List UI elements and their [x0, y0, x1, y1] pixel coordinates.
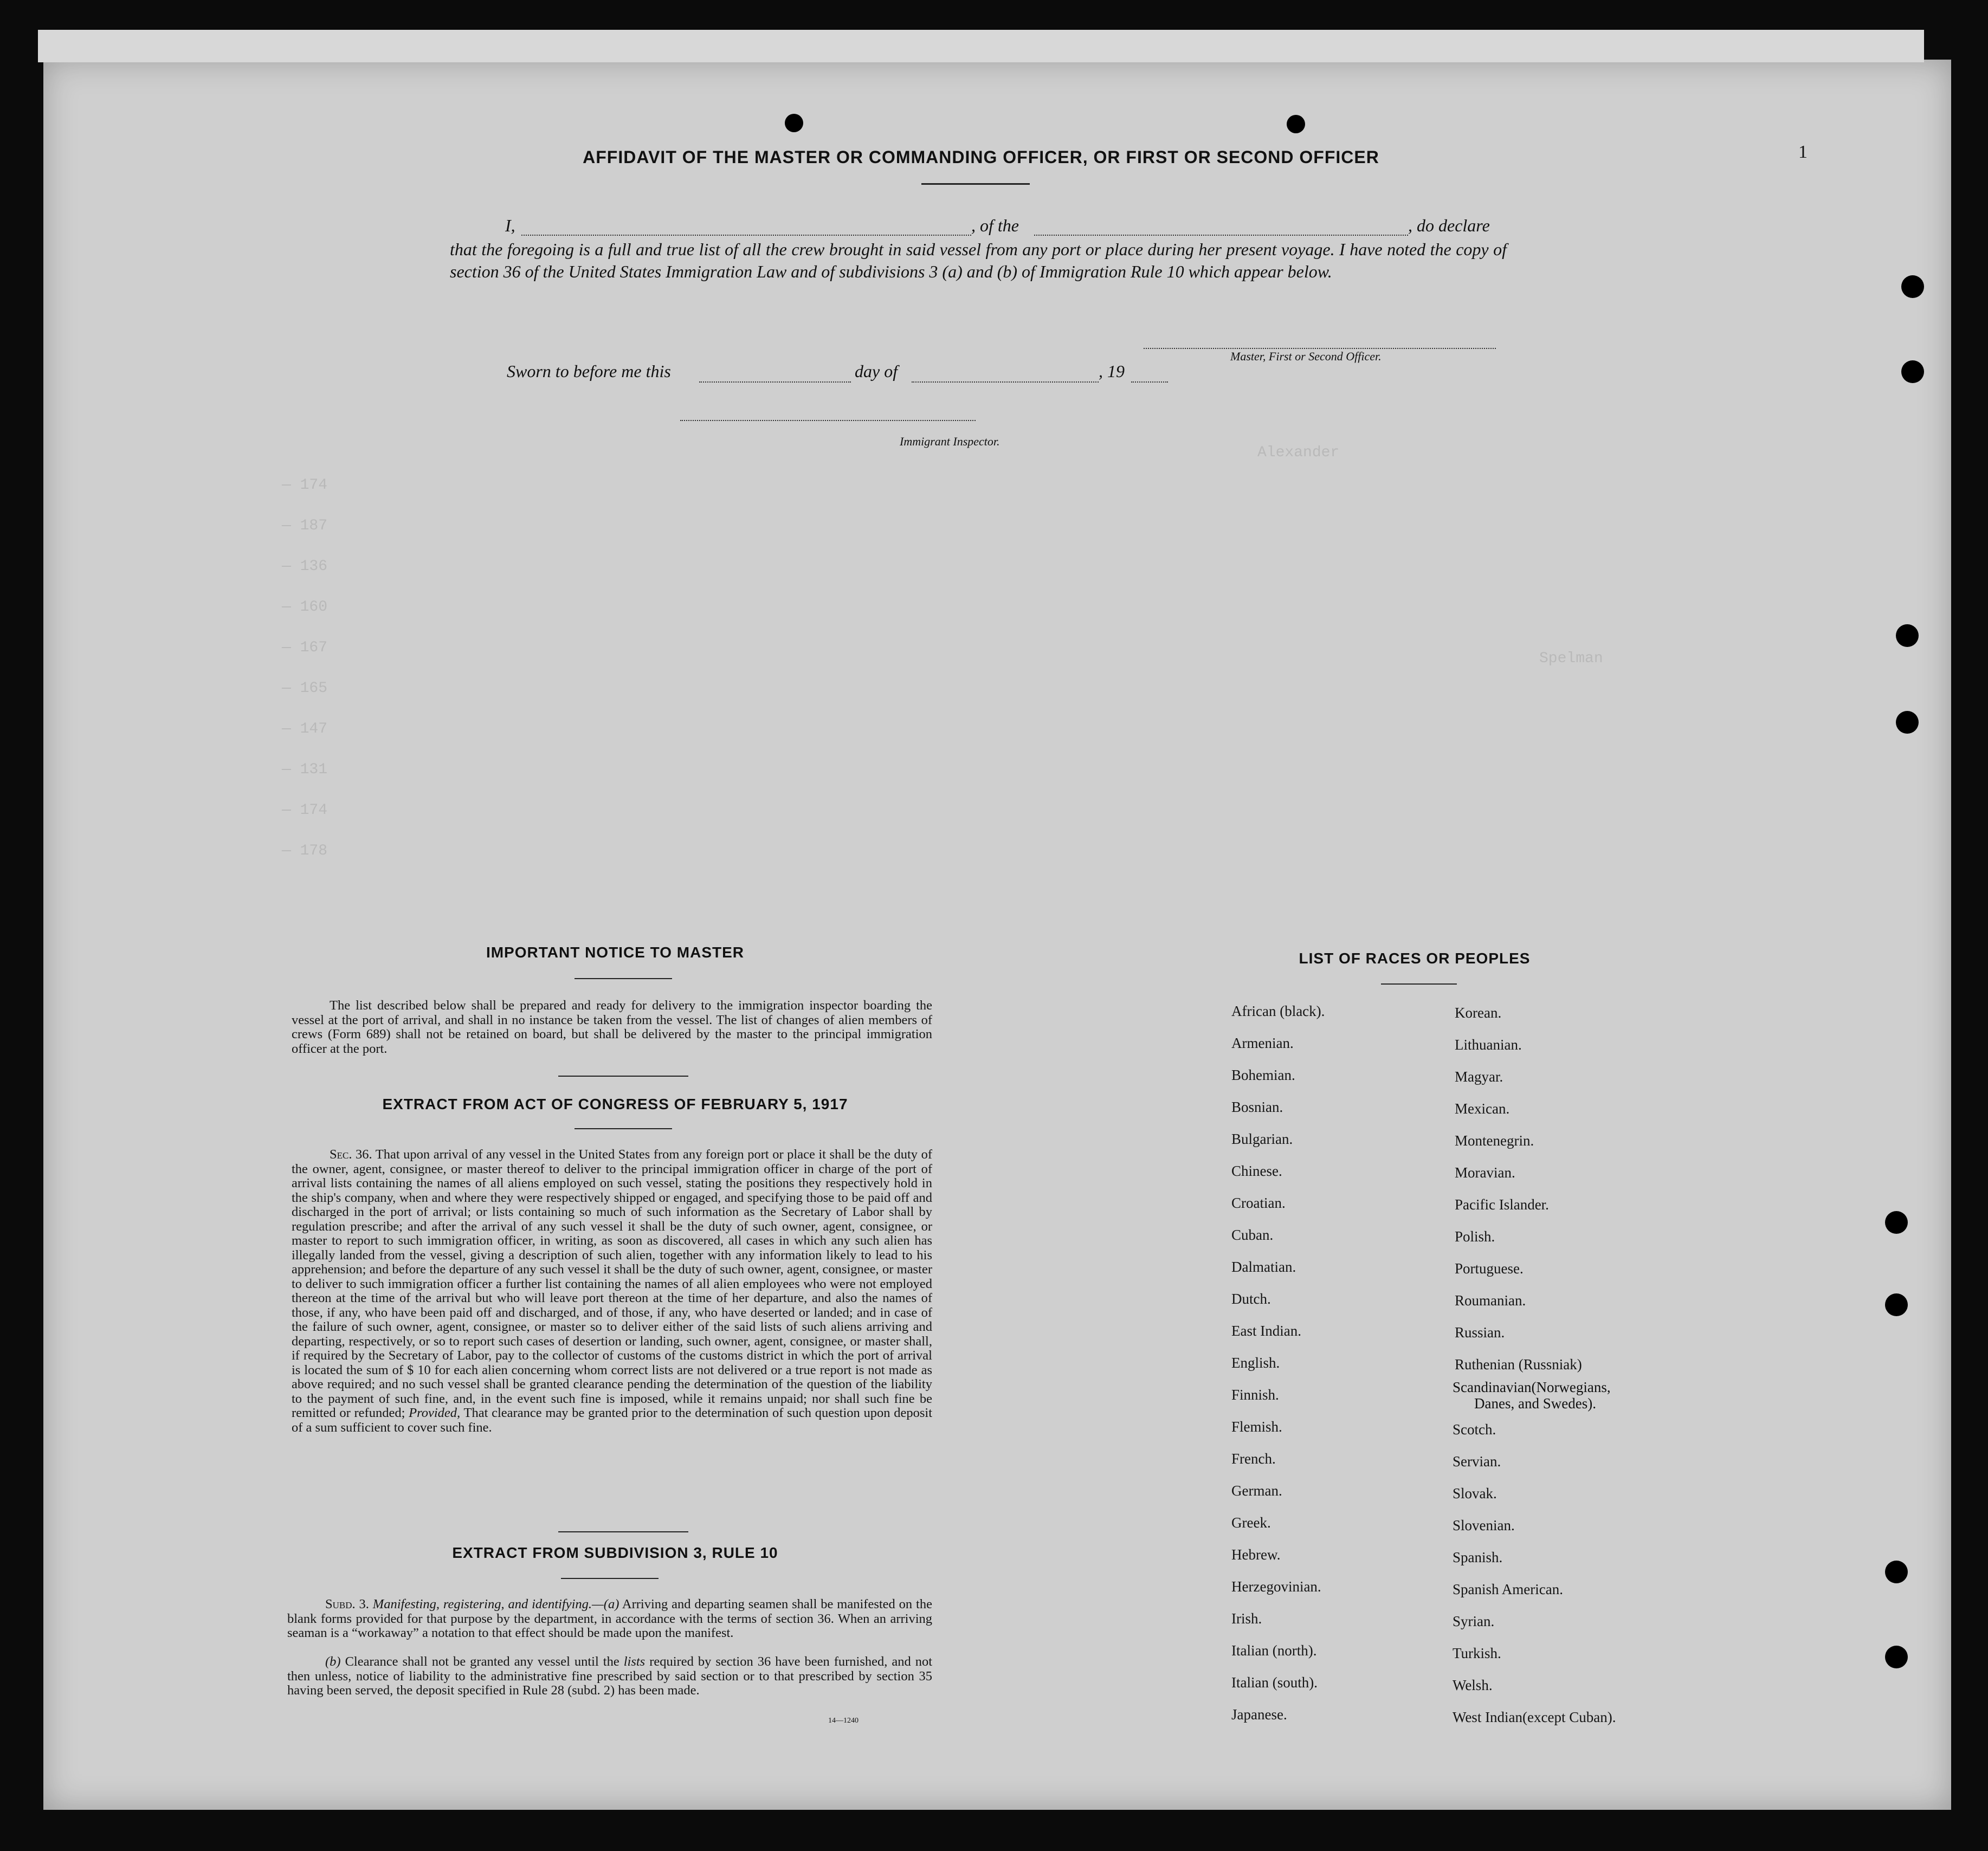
bleed-through-mark: — 178 — [282, 843, 328, 859]
rule-text-b — [287, 1655, 932, 1698]
race-item: Roumanian. — [1455, 1292, 1526, 1309]
race-item: Bulgarian. — [1231, 1131, 1293, 1147]
race-item: African (black). — [1231, 1003, 1325, 1019]
race-item: Montenegrin. — [1455, 1132, 1534, 1149]
affidavit-body: that the foregoing is a full and true list of all the crew brought in said vessel from any port or place during her present voyage. I have noted the copy of section 36 of the United States Immigration Law and of subdivisions 3 (a) and (b) of Immigration Rule 10 which appear below. — [450, 240, 1507, 281]
punch-hole — [1885, 1646, 1908, 1668]
subd-b-lists: lists — [623, 1654, 646, 1669]
race-item: German. — [1231, 1483, 1282, 1499]
day-of-label: day of — [855, 361, 898, 381]
vessel-blank[interactable] — [1034, 235, 1408, 236]
races-underline — [1381, 983, 1457, 985]
race-item: Japanese. — [1231, 1706, 1287, 1723]
race-item: Hebrew. — [1231, 1546, 1281, 1563]
subd-b-label: (b) — [325, 1654, 341, 1669]
bleed-through-mark: — 147 — [282, 721, 328, 737]
race-scandinavian — [1453, 1379, 1611, 1412]
title-underline — [921, 183, 1030, 185]
bleed-through-mark: — 167 — [282, 639, 328, 656]
race-item: Bohemian. — [1231, 1067, 1295, 1083]
affidavit-of-the-label: , of the — [971, 216, 1019, 235]
act-underline — [575, 1128, 672, 1129]
race-item: Korean. — [1455, 1005, 1502, 1021]
race-item: Irish. — [1231, 1610, 1262, 1627]
subd-a-text: Arriving and departing seamen shall be manifested on the blank forms provided for that purpose by the department, in accordance with the terms of section 36. When an arriving seaman is a “workaway” a notation to that effect should be made upon the manifest. — [287, 1597, 932, 1640]
race-item: Italian (north). — [1231, 1642, 1317, 1659]
race-item: Spanish. — [1453, 1549, 1503, 1565]
scandinavian-line2: Danes, and Swedes). — [1474, 1395, 1596, 1412]
race-item: Flemish. — [1231, 1419, 1282, 1435]
race-item: Slovenian. — [1453, 1517, 1515, 1533]
bleed-through-mark: — 187 — [282, 517, 328, 534]
notice-underline — [575, 978, 672, 979]
year-blank[interactable] — [1131, 381, 1168, 383]
sec-36-text: That upon arrival of any vessel in the United States from any foreign port or place it shall be the duty of the owner, agent, consignee, or master thereof to deliver to the principal immigration officer in charge of the port of arrival lists containing the names of all aliens employed on such vessel, stating the positions they respectively hold in the ship's company, when and where they were respectively shipped or engaged, and specifying those to be paid off and discharged in the port of arrival; or lists containing so much of such information as the Secretary of Labor shall by regulation prescribe; and after the arrival of any such vessel it shall be the duty of such owner, agent, consignee, or master to report to such immigration officer, in writing, as soon as discovered, all cases in which any such alien has illegally landed from the vessel, giving a description of such alien, together with any information likely to lead to his apprehension; and before the departure of any such vessel it shall be the duty of such owner, agent, consignee, or master to deliver to such immigration officer a further list containing the names of all alien employees who were not employed thereon at the time of the arrival but who will leave port thereon at the time of her departure, and also the names of those, if any, who have been paid off and discharged, and of those, if any, who have deserted or landed; and in case of the failure of such owner, agent, consignee, or master so to deliver either of the said lists of such aliens arriving and departing, respectively, or so to report such cases of desertion or landing, such owner, agent, consignee, or master shall, if required by the Secretary of Labor, pay to the collector of customs of the customs district in which the port of arrival is located the sum of $ 10 for each alien concerning whom correct lists are not delivered or a true report is not made as above required; and no such vessel shall be granted clearance pending the determination of the question of the liability to the payment of such fine, and, in the event such fine is imposed, while it remains unpaid; nor shall such fine be remitted or refunded; — [292, 1147, 932, 1420]
punch-hole — [1885, 1293, 1908, 1316]
subd-b-text-1: Clearance shall not be granted any vessel until the — [345, 1654, 619, 1669]
form-number: 14—1240 — [828, 1717, 859, 1725]
races-title: LIST OF RACES OR PEOPLES — [1299, 950, 1531, 967]
race-item: Turkish. — [1453, 1645, 1501, 1661]
races-column-right — [1455, 997, 1582, 1381]
race-item: Armenian. — [1231, 1035, 1294, 1051]
race-item: Polish. — [1455, 1228, 1495, 1245]
section-divider — [558, 1531, 688, 1532]
act-text — [292, 1148, 932, 1435]
bleed-through-mark: — 136 — [282, 558, 328, 575]
race-item: East Indian. — [1231, 1323, 1301, 1339]
race-item: West Indian(except Cuban). — [1453, 1709, 1616, 1725]
provided-label: Provided, — [409, 1406, 461, 1420]
punch-hole — [1287, 115, 1305, 133]
rule-title: EXTRACT FROM SUBDIVISION 3, RULE 10 — [452, 1544, 778, 1561]
punch-hole — [1896, 624, 1919, 647]
page-number-mark: 1 — [1798, 142, 1808, 162]
bleed-through-mark: — 165 — [282, 680, 328, 697]
race-item: Mexican. — [1455, 1101, 1510, 1117]
race-item: Slovak. — [1453, 1485, 1497, 1501]
race-item: Finnish. — [1231, 1387, 1279, 1403]
affidavit-i-label: I, — [505, 216, 515, 235]
race-item: Magyar. — [1455, 1069, 1503, 1085]
race-item: English. — [1231, 1355, 1280, 1371]
bleed-through-mark: — 131 — [282, 761, 328, 778]
races-column-right-lower — [1453, 1414, 1616, 1733]
page-top-edge — [38, 30, 1924, 62]
sworn-label: Sworn to before me this — [507, 361, 671, 381]
race-item: Welsh. — [1453, 1677, 1493, 1693]
race-item: Bosnian. — [1231, 1099, 1283, 1115]
punch-hole — [1901, 360, 1924, 383]
provided-text: That clearance may be granted prior to the determination of such question upon deposit of a sum sufficient to cover such fine. — [292, 1406, 933, 1435]
subd-label: Subd. 3. — [325, 1597, 369, 1611]
races-column-left — [1231, 995, 1325, 1731]
race-item: Syrian. — [1453, 1613, 1495, 1629]
affidavit-title: AFFIDAVIT OF THE MASTER OR COMMANDING OFFICER, OR FIRST OR SECOND OFFICER — [583, 147, 1379, 167]
race-item: Pacific Islander. — [1455, 1196, 1549, 1213]
bleed-through-mark: — 160 — [282, 599, 328, 616]
notice-text: The list described below shall be prepared and ready for delivery to the immigration inspector boarding the vessel at the port of arrival, and shall in no instance be taken from the vessel. The list of changes of alien members of crews (Form 689) shall not be retained on board, but shall be delivered by the master to the principal immigration officer at the port. — [292, 998, 932, 1056]
punch-hole — [1896, 711, 1919, 734]
subd-b-text-2: required by section 36 have been furnished, and not then unless, notice of liability to the administrative fine prescribed by said section or to that prescribed by section 35 having been served, the deposit specified in Rule 28 (subd. 2) has been made. — [287, 1654, 933, 1698]
act-title: EXTRACT FROM ACT OF CONGRESS OF FEBRUARY 5, 1917 — [382, 1096, 848, 1112]
punch-hole — [1901, 275, 1924, 298]
race-item: French. — [1231, 1451, 1276, 1467]
race-item: Dutch. — [1231, 1291, 1271, 1307]
race-item: Italian (south). — [1231, 1674, 1318, 1691]
race-item: Lithuanian. — [1455, 1037, 1522, 1053]
punch-hole — [785, 114, 803, 132]
name-blank[interactable] — [521, 235, 971, 236]
inspector-label: Immigrant Inspector. — [900, 435, 1000, 448]
race-item: Russian. — [1455, 1324, 1505, 1341]
subd-title: Manifesting, registering, and identifying.—(a) — [372, 1597, 619, 1611]
race-item: Servian. — [1453, 1453, 1501, 1470]
race-item: Scotch. — [1453, 1421, 1496, 1438]
sworn-month-blank[interactable] — [912, 381, 1099, 383]
race-item: Spanish American. — [1453, 1581, 1563, 1597]
rule-underline — [561, 1578, 659, 1579]
bleed-through-mark: Alexander — [1257, 444, 1340, 461]
race-item: Cuban. — [1231, 1227, 1274, 1243]
race-item: Ruthenian (Russniak) — [1455, 1356, 1582, 1373]
race-item: Chinese. — [1231, 1163, 1282, 1179]
race-item: Herzegovinian. — [1231, 1578, 1321, 1595]
rule-text-a — [287, 1597, 932, 1641]
notice-title: IMPORTANT NOTICE TO MASTER — [486, 944, 745, 961]
race-item: Dalmatian. — [1231, 1259, 1296, 1275]
year-label: , 19 — [1099, 361, 1125, 381]
bleed-through-mark: — 174 — [282, 802, 328, 819]
officer-signature-line[interactable] — [1144, 348, 1496, 349]
scandinavian-line1: Scandinavian(Norwegians, — [1453, 1379, 1611, 1395]
affidavit-declare-label: , do declare — [1408, 216, 1490, 235]
punch-hole — [1885, 1211, 1908, 1234]
sworn-day-blank[interactable] — [699, 381, 851, 383]
bleed-through-mark: — 174 — [282, 477, 328, 494]
section-divider — [558, 1076, 688, 1077]
race-item: Moravian. — [1455, 1164, 1515, 1181]
race-item: Greek. — [1231, 1515, 1271, 1531]
race-item: Croatian. — [1231, 1195, 1286, 1211]
race-item: Portuguese. — [1455, 1260, 1524, 1277]
bleed-through-mark: Spelman — [1539, 650, 1603, 667]
master-officer-label: Master, First or Second Officer. — [1230, 350, 1382, 363]
sec-label: Sec. 36. — [330, 1147, 372, 1162]
inspector-signature-line[interactable] — [680, 420, 976, 421]
punch-hole — [1885, 1561, 1908, 1583]
